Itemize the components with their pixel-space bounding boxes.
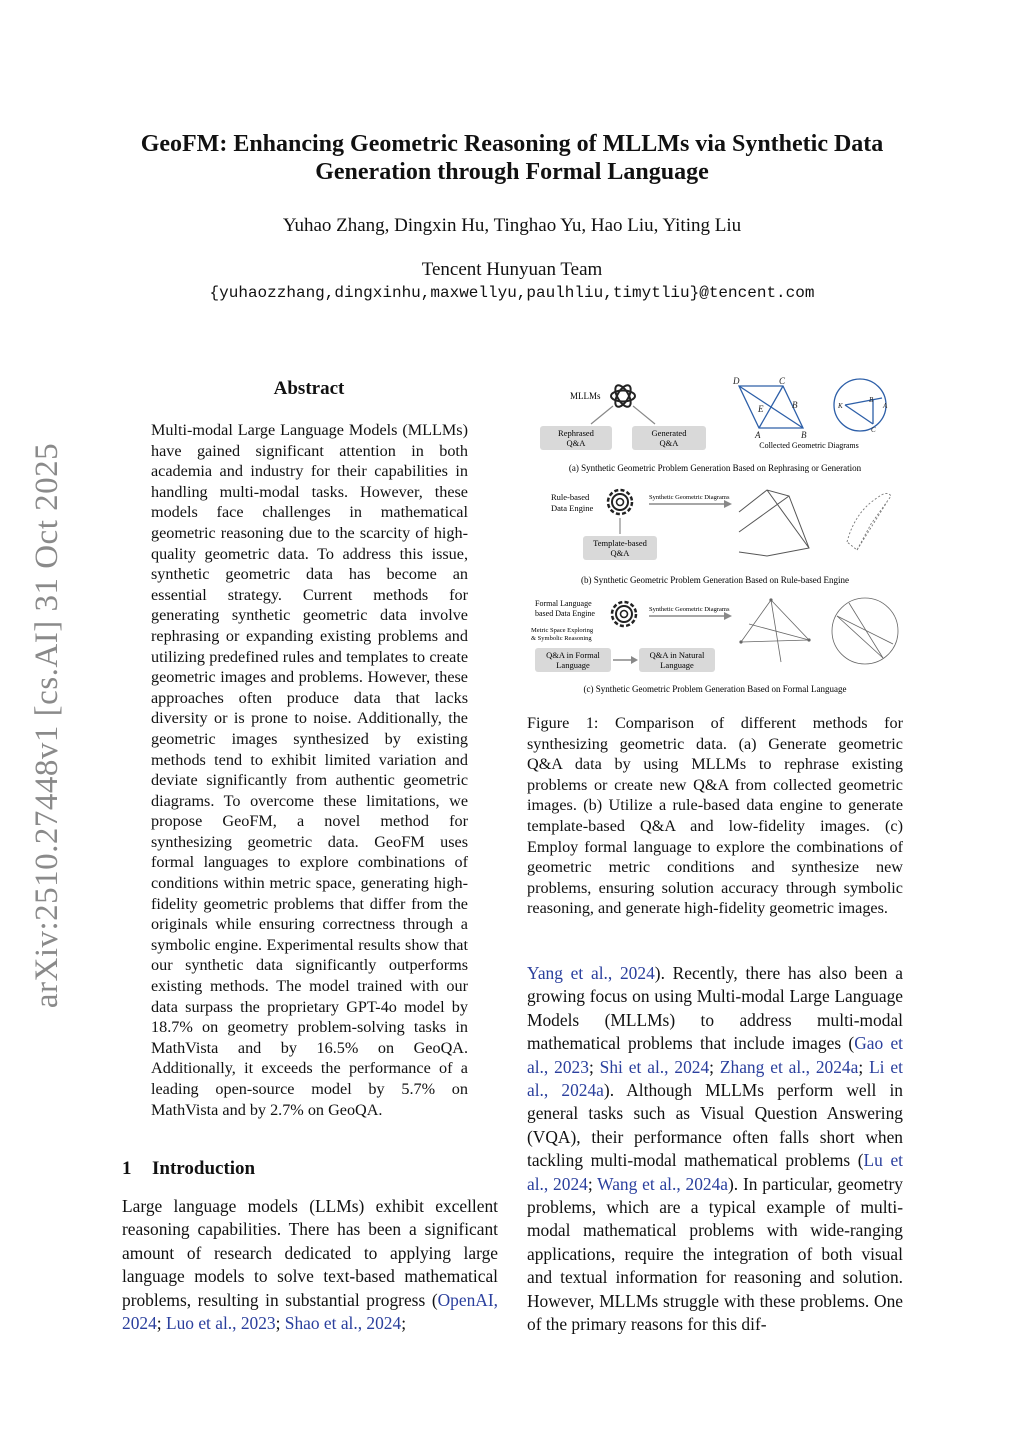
introduction-paragraph: Large language models (LLMs) exhibit excellent reasoning capabilities. There has been a significant amount of research dedicated to applying large language models to solve text-based mathematical problems, resulting in substantial progress (OpenAI, 2024; Luo et al., 2023; Shao et al., 2024;	[122, 1196, 498, 1334]
svg-text:C: C	[871, 426, 876, 434]
metric-space-label: & Symbolic Reasoning	[531, 635, 592, 642]
author-emails: {yuhaozzhang,dingxinhu,maxwellyu,paulhliu,timytliu}@tencent.com	[209, 284, 815, 302]
citation-link[interactable]: Luo et al., 2023	[165, 1313, 276, 1334]
rule-engine-label: Rule-based	[551, 492, 590, 502]
citation-link[interactable]: Shi et al., 2024	[599, 1056, 710, 1077]
template-qa-label: Template-based	[593, 538, 647, 548]
svg-text:A: A	[755, 430, 761, 440]
section-title: Introduction	[152, 1158, 256, 1179]
rephrased-qa-label: Q&A	[566, 438, 586, 448]
synthetic-diagrams-label-c: Synthetic Geometric Diagrams	[649, 606, 730, 613]
gear-icon	[608, 490, 632, 514]
arrow-head-icon	[631, 656, 638, 664]
abstract-body: Multi-modal Large Language Models (MLLMs) have gained significant attention in both academia and industry for their capabilities in handling multi-modal tasks. However, these models face challenges in mathematical geometric reasoning due to the scarcity of high-quality geometric data. To address this issue, synthetic geometric data has become an essential strategy. Current methods for generating synthetic geometric data involve rephrasing or expanding existing problems and utilizing predefined rules and templates to create geometric images and problems. However, these approaches often produce data that lacks diversity or is prone to noise. Additionally, the geometric images synthesized by existing methods tend to exhibit limited variation and deviate significantly from authentic geometric diagrams. To overcome these limitations, we propose GeoFM, a novel method for synthesizing geometric data. GeoFM uses formal languages to explore combinations of conditions within metric space, generating high-fidelity geometric problems that differ from the originals while ensuring correctness through a symbolic engine. Experimental results show that our synthetic data significantly outperforms existing methods. The model trained with our data surpass the proprietary GPT-4o model by 18.7% on geometry problem-solving tasks in MathVista and by 16.5% on GeoQA. Additionally, it exceeds the performance of a leading open-source model by 5.7% on MathVista and by 2.7% on GeoQA.	[151, 421, 468, 1119]
abstract-heading: Abstract	[273, 378, 345, 399]
paper-title: GeoFM: Enhancing Geometric Reasoning of MLLMs via Synthetic Data Generation through Formal Language	[140, 131, 884, 185]
figure-1-graphic	[527, 372, 903, 702]
section-number: 1	[122, 1158, 132, 1179]
mllms-label: MLLMs	[570, 391, 601, 401]
citation-link[interactable]: Li et al., 2024a	[527, 1056, 903, 1101]
author-list: Yuhao Zhang, Dingxin Hu, Tinghao Yu, Hao Liu, Yiting Liu	[282, 215, 742, 236]
svg-text:B: B	[801, 430, 807, 440]
gear-icon	[612, 602, 636, 626]
arxiv-identifier	[28, 430, 68, 1020]
high-fidelity-diagram	[740, 599, 810, 662]
rephrased-qa-label: Rephrased	[558, 428, 594, 438]
high-fidelity-circle-diagram	[832, 598, 898, 664]
svg-text:B: B	[792, 400, 798, 410]
metric-space-label: Metric Space Exploring	[531, 627, 594, 634]
body-text: ). In particular, geometry problems, which are a typical example of multi-modal mathematical problems with wide-ranging applications, require the integration of both visual and textual information for reasoning and solution. However, MLLMs struggle with these problems. One of the primary reasons for this dif-	[527, 1173, 903, 1335]
introduction-paragraph-continued: Yang et al., 2024). Recently, there has also been a growing focus on using Multi-modal Large Language Models (MLLMs) to address multi-modal mathematical problems that include images (Gao et al., 2023; Shi et al., 2024; Zhang et al., 2024a; Li et al., 2024a). Although MLLMs perform well in general tasks such as Visual Question Answering (VQA), their performance often falls short when tackling multi-modal mathematical problems (Lu et al., 2024; Wang et al., 2024a). In particular, geometry problems, which are a typical example of multi-modal mathematical problems with wide-ranging applications, require the integration of both visual and textual information for reasoning and solution. However, MLLMs struggle with these problems. One of the primary reasons for this dif-	[527, 963, 904, 1335]
template-qa-label: Q&A	[610, 548, 630, 558]
sketch-circle-diagram	[847, 493, 891, 550]
openai-logo-icon	[611, 383, 635, 409]
natural-qa-label: Language	[660, 660, 694, 670]
formal-qa-label: Q&A in Formal	[546, 650, 600, 660]
formal-engine-label: Formal Language	[535, 599, 592, 608]
citation-link[interactable]: OpenAI, 2024	[122, 1289, 498, 1334]
citation-link[interactable]: Gao et al., 2023	[527, 1033, 904, 1077]
svg-text:K: K	[838, 402, 843, 410]
formal-qa-label: Language	[556, 660, 590, 670]
affiliation: Tencent Hunyuan Team	[421, 259, 603, 280]
generated-qa-label: Generated	[651, 428, 687, 438]
arrow-head-icon	[724, 500, 732, 508]
body-text: ). Recently, there has also been a growing focus on using Multi-modal Large Language Models (MLLMs) to address multi-modal mathematical problems that include images (	[527, 963, 903, 1054]
citation-link[interactable]: Yang et al., 2024	[527, 963, 655, 983]
rule-engine-label: Data Engine	[551, 503, 594, 513]
formal-engine-label: based Data Engine	[535, 609, 595, 618]
svg-text:B: B	[869, 396, 874, 404]
svg-text:E: E	[758, 404, 764, 414]
panel-b-caption: (b) Synthetic Geometric Problem Generation Based on Rule-based Engine	[581, 575, 849, 585]
arxiv-identifier-text: arXiv:2510.27448v1 [cs.AI] 31 Oct 2025	[29, 442, 66, 1008]
citation-link[interactable]: Shao et al., 2024	[284, 1313, 402, 1334]
natural-qa-label: Q&A in Natural	[649, 650, 705, 660]
svg-text:C: C	[779, 376, 786, 386]
panel-c-caption: (c) Synthetic Geometric Problem Generation Based on Formal Language	[583, 684, 847, 694]
section-heading-introduction	[122, 1158, 502, 1180]
arrow-head-icon	[724, 612, 732, 620]
arrow-to-rephrased	[591, 406, 613, 424]
panel-a-caption: (a) Synthetic Geometric Problem Generation Based on Rephrasing or Generation	[568, 463, 862, 473]
citation-link[interactable]: Wang et al., 2024a	[597, 1173, 729, 1194]
generated-qa-label: Q&A	[659, 438, 679, 448]
svg-text:A: A	[883, 402, 888, 410]
low-fidelity-diagram	[739, 490, 809, 556]
body-text: ). Although MLLMs perform well in general tasks such as Visual Question Answering (VQA), their performance often falls short when tackling multi-modal mathematical problems (	[527, 1080, 903, 1171]
figure-1	[527, 372, 903, 702]
svg-text:D: D	[733, 376, 740, 386]
citation-link[interactable]: Zhang et al., 2024a	[719, 1056, 859, 1077]
citation-link[interactable]: Lu et al., 2024	[527, 1150, 904, 1194]
intro-text: Large language models (LLMs) exhibit excellent reasoning capabilities. There has been a significant amount of research dedicated to applying large language models to solve text-based mathematical problems, resulting in substantial progress (	[122, 1196, 498, 1310]
collected-diagrams-label: Collected Geometric Diagrams	[759, 441, 859, 450]
synthetic-diagrams-label-b: Synthetic Geometric Diagrams	[649, 494, 730, 501]
arrow-to-generated	[633, 406, 655, 424]
figure-1-caption: Figure 1: Comparison of different methods for synthesizing geometric data. (a) Generate geometric Q&A data by using MLLMs to rephrase existing problems or create new Q&A from collected geometric images. (b) Utilize a rule-based data engine to generate template-based Q&A and low-fidelity images. (c) Employ formal language to explore the combinations of geometric metric conditions and synthesize new problems, ensuring solution accuracy through symbolic reasoning, and generate high-fidelity geometric images.	[527, 714, 903, 918]
